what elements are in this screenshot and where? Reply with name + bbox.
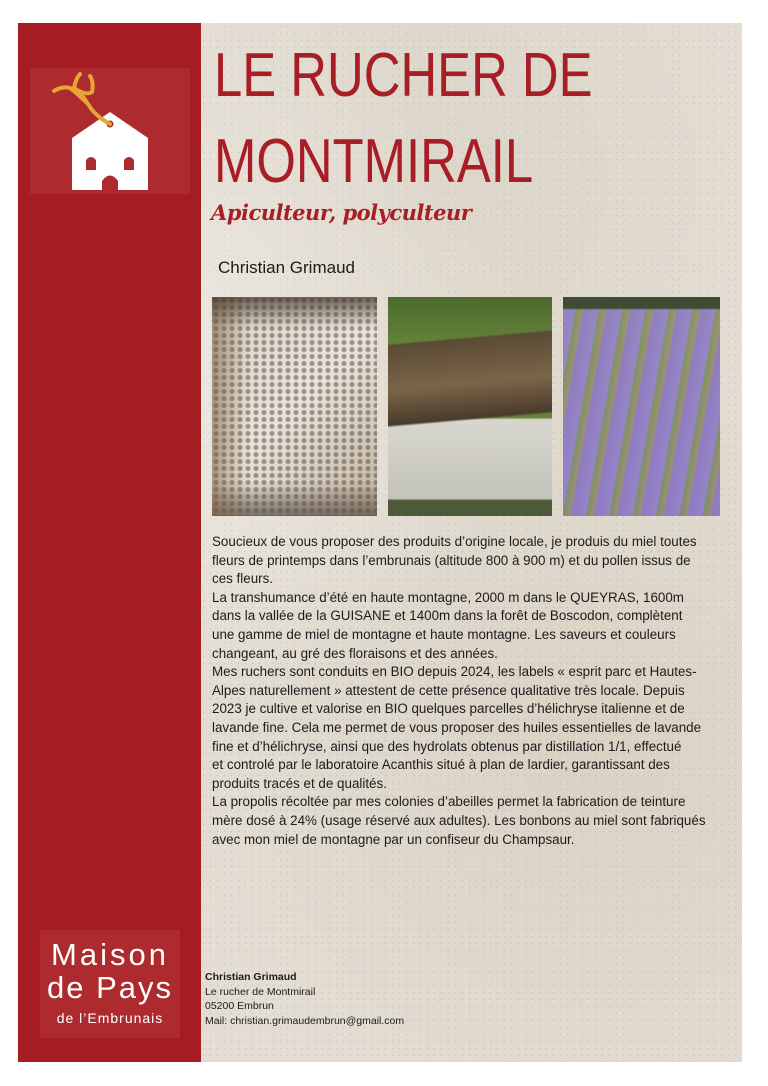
honeycomb-photo [212, 297, 377, 516]
maison-de-pays-logo [40, 930, 180, 1038]
producer-name: Christian Grimaud [218, 258, 355, 277]
body-line: 2023 je cultive et valorise en BIO quelques parcelles d’hélichryse italienne et de [212, 701, 685, 717]
body-line: Mes ruchers sont conduits en BIO depuis 2024, les labels « esprit parc et Hautes- [212, 664, 697, 680]
tag-string [54, 74, 110, 124]
contact-business: Le rucher de Montmirail [205, 985, 316, 998]
house-tag-icon [30, 68, 190, 194]
body-line: avec mon miel de montagne par un confiseur du Champsaur. [212, 831, 575, 847]
body-line: La transhumance d’été en haute montagne, 2000 m dans le QUEYRAS, 1600m [212, 589, 684, 605]
contact-mail[interactable]: Mail: christian.grimaudembrun@gmail.com [205, 1014, 405, 1027]
contact-block [205, 970, 404, 1028]
body-line: dans la vallée de la GUISANE et 1400m dans la forêt de Boscodon, complètent [212, 608, 683, 624]
flyer-page [18, 23, 742, 1062]
brand-line-3: de l’Embrunais [56, 1010, 164, 1026]
body-line: Alpes naturellement » attestent de cette présence qualitative très locale. Depuis [212, 682, 685, 698]
body-line: lavande fine. Cela me permet de vous proposer des huiles essentielles de lavande [212, 719, 702, 735]
lavender-field-photo [563, 297, 720, 516]
page-subtitle: Apiculteur, polyculteur [211, 200, 472, 225]
body-line: produits tracés et de qualités. [212, 775, 387, 791]
contact-name: Christian Grimaud [205, 971, 297, 983]
body-line: ces fleurs. [212, 571, 274, 587]
brand-line-1: Maison [51, 937, 169, 972]
house-window-right [124, 157, 134, 170]
body-line: La propolis récoltée par mes colonies d’abeilles permet la fabrication de teinture [212, 794, 686, 810]
brand-line-2: de Pays [46, 970, 173, 1005]
house-tag-logo-graphic [30, 68, 190, 194]
body-line: et controlé par le laboratoire Acanthis situé à plan de lardier, garantissant des [212, 757, 670, 773]
contact-address: 05200 Embrun [205, 1000, 274, 1013]
description-text [212, 533, 732, 849]
title-line-2: MONTMIRAIL [214, 127, 534, 196]
body-line: une gamme de miel de montagne et haute montagne. Les saveurs et couleurs [212, 626, 676, 642]
page-title [214, 33, 640, 205]
body-line: changeant, au gré des floraisons et des années. [212, 645, 498, 661]
body-line: fine et d’hélichryse, ainsi que des hydrolats obtenus par distillation 1/1, effectué [212, 738, 682, 754]
body-line: fleurs de printemps dans l’embrunais (altitude 800 à 900 m) et du pollen issus de [212, 552, 691, 568]
body-line: Soucieux de vous proposer des produits d’origine locale, je produis du miel toutes [212, 534, 697, 549]
red-side-band [18, 23, 201, 1062]
title-line-1: LE RUCHER DE [214, 41, 593, 110]
house-window-left [86, 157, 96, 170]
beehive-photo [388, 297, 552, 516]
body-line: mère dosé à 24% (usage réservé aux adultes). Les bonbons au miel sont fabriqués [212, 812, 706, 828]
